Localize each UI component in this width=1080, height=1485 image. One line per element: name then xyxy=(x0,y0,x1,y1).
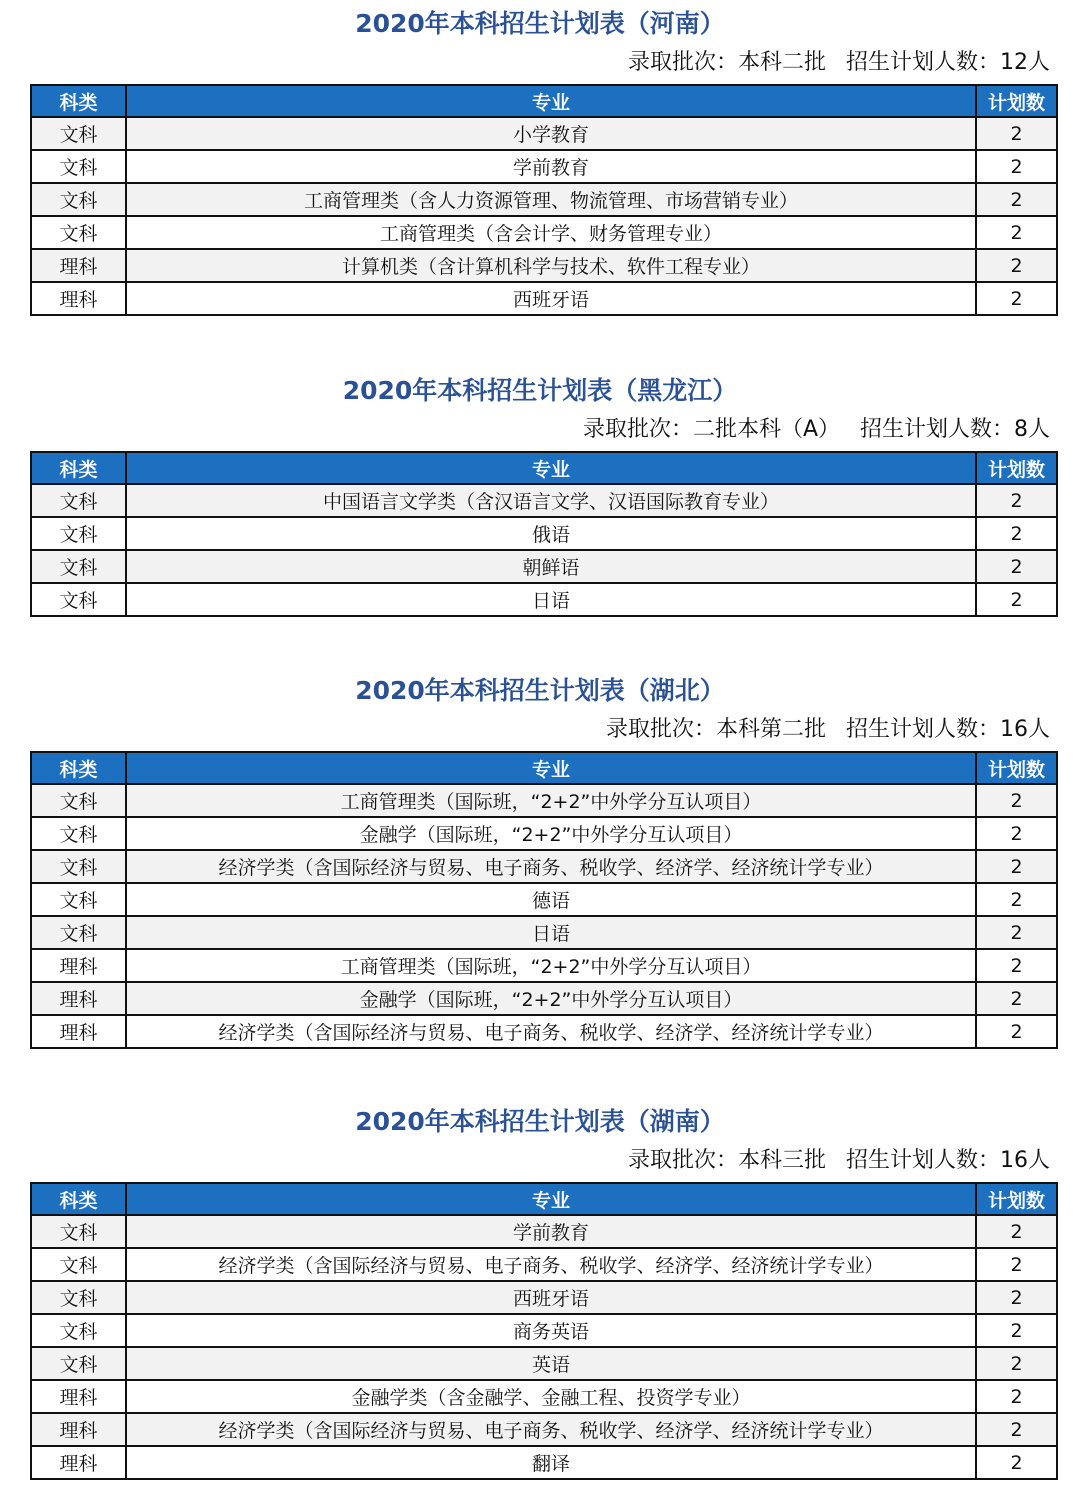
cell-count: 2 xyxy=(976,183,1057,216)
cell-count: 2 xyxy=(976,1446,1057,1479)
table-row xyxy=(31,183,1057,216)
cell-major: 学前教育 xyxy=(126,1215,976,1248)
header-count: 计划数 xyxy=(976,752,1057,784)
enrollment-total: 招生计划人数：16人 xyxy=(846,1148,1050,1173)
cell-category: 文科 xyxy=(31,916,126,949)
cell-count: 2 xyxy=(976,249,1057,282)
cell-major: 经济学类（含国际经济与贸易、电子商务、税收学、经济学、经济统计学专业） xyxy=(126,1015,976,1048)
cell-category: 文科 xyxy=(31,183,126,216)
cell-category: 文科 xyxy=(31,883,126,916)
enrollment-total: 招生计划人数：16人 xyxy=(846,717,1050,742)
header-category: 科类 xyxy=(31,452,126,484)
cell-major: 计算机类（含计算机科学与技术、软件工程专业） xyxy=(126,249,976,282)
cell-count: 2 xyxy=(976,1314,1057,1347)
cell-major: 日语 xyxy=(126,916,976,949)
cell-count: 2 xyxy=(976,1380,1057,1413)
cell-category: 理科 xyxy=(31,1380,126,1413)
cell-count: 2 xyxy=(976,1281,1057,1314)
cell-major: 工商管理类（含人力资源管理、物流管理、市场营销专业） xyxy=(126,183,976,216)
cell-major: 金融学（国际班，“2+2”中外学分互认项目） xyxy=(126,817,976,850)
cell-count: 2 xyxy=(976,216,1057,249)
table-row xyxy=(31,1347,1057,1380)
table-row xyxy=(31,517,1057,550)
cell-count: 2 xyxy=(976,916,1057,949)
cell-count: 2 xyxy=(976,1413,1057,1446)
table-row xyxy=(31,1413,1057,1446)
header-major: 专业 xyxy=(126,1183,976,1215)
header-category: 科类 xyxy=(31,85,126,117)
plan-table xyxy=(30,1182,1058,1480)
admission-batch: 录取批次：本科二批 xyxy=(627,50,826,75)
cell-count: 2 xyxy=(976,517,1057,550)
section-title: 2020年本科招生计划表（湖北） xyxy=(355,676,725,705)
cell-major: 工商管理类（国际班，“2+2”中外学分互认项目） xyxy=(126,784,976,817)
table-header-row xyxy=(31,1183,1057,1215)
cell-count: 2 xyxy=(976,150,1057,183)
cell-category: 文科 xyxy=(31,216,126,249)
plan-table xyxy=(30,84,1058,316)
table-row xyxy=(31,117,1057,150)
cell-major: 翻译 xyxy=(126,1446,976,1479)
table-row xyxy=(31,850,1057,883)
header-count: 计划数 xyxy=(976,85,1057,117)
cell-major: 经济学类（含国际经济与贸易、电子商务、税收学、经济学、经济统计学专业） xyxy=(126,1413,976,1446)
table-row xyxy=(31,282,1057,315)
table-row xyxy=(31,216,1057,249)
cell-major: 工商管理类（国际班，“2+2”中外学分互认项目） xyxy=(126,949,976,982)
cell-category: 文科 xyxy=(31,517,126,550)
cell-major: 小学教育 xyxy=(126,117,976,150)
cell-category: 理科 xyxy=(31,1446,126,1479)
table-row xyxy=(31,916,1057,949)
cell-category: 文科 xyxy=(31,1215,126,1248)
cell-count: 2 xyxy=(976,883,1057,916)
section-meta xyxy=(606,713,1050,747)
table-row xyxy=(31,1314,1057,1347)
section-meta xyxy=(628,1144,1050,1178)
cell-category: 文科 xyxy=(31,550,126,583)
cell-category: 文科 xyxy=(31,850,126,883)
cell-count: 2 xyxy=(976,1347,1057,1380)
cell-major: 工商管理类（含会计学、财务管理专业） xyxy=(126,216,976,249)
table-row xyxy=(31,484,1057,517)
cell-count: 2 xyxy=(976,817,1057,850)
table-row xyxy=(31,883,1057,916)
table-row xyxy=(31,784,1057,817)
cell-major: 俄语 xyxy=(126,517,976,550)
section-meta xyxy=(628,46,1050,80)
cell-category: 文科 xyxy=(31,1281,126,1314)
table-row xyxy=(31,249,1057,282)
section-title: 2020年本科招生计划表（黑龙江） xyxy=(342,376,738,405)
cell-count: 2 xyxy=(976,1215,1057,1248)
cell-count: 2 xyxy=(976,484,1057,517)
cell-category: 文科 xyxy=(31,1248,126,1281)
cell-count: 2 xyxy=(976,583,1057,616)
cell-count: 2 xyxy=(976,282,1057,315)
header-count: 计划数 xyxy=(976,452,1057,484)
cell-major: 西班牙语 xyxy=(126,1281,976,1314)
cell-category: 理科 xyxy=(31,249,126,282)
table-row xyxy=(31,1248,1057,1281)
table-row xyxy=(31,1380,1057,1413)
table-header-row xyxy=(31,452,1057,484)
table-row xyxy=(31,1015,1057,1048)
table-row xyxy=(31,1446,1057,1479)
table-row xyxy=(31,949,1057,982)
cell-major: 经济学类（含国际经济与贸易、电子商务、税收学、经济学、经济统计学专业） xyxy=(126,1248,976,1281)
admission-batch: 录取批次：本科三批 xyxy=(627,1148,826,1173)
cell-category: 文科 xyxy=(31,583,126,616)
table-row xyxy=(31,550,1057,583)
cell-category: 理科 xyxy=(31,982,126,1015)
table-header-row xyxy=(31,752,1057,784)
cell-major: 英语 xyxy=(126,1347,976,1380)
cell-count: 2 xyxy=(976,1248,1057,1281)
section-title: 2020年本科招生计划表（湖南） xyxy=(355,1107,725,1136)
cell-major: 经济学类（含国际经济与贸易、电子商务、税收学、经济学、经济统计学专业） xyxy=(126,850,976,883)
enrollment-total: 招生计划人数：12人 xyxy=(846,50,1050,75)
cell-category: 理科 xyxy=(31,1015,126,1048)
table-row xyxy=(31,1281,1057,1314)
plan-table xyxy=(30,451,1058,617)
cell-category: 文科 xyxy=(31,484,126,517)
table-row xyxy=(31,817,1057,850)
cell-major: 西班牙语 xyxy=(126,282,976,315)
header-category: 科类 xyxy=(31,752,126,784)
header-major: 专业 xyxy=(126,452,976,484)
cell-count: 2 xyxy=(976,949,1057,982)
cell-major: 商务英语 xyxy=(126,1314,976,1347)
admission-batch: 录取批次：本科第二批 xyxy=(605,717,826,742)
cell-category: 理科 xyxy=(31,282,126,315)
cell-major: 学前教育 xyxy=(126,150,976,183)
plan-table xyxy=(30,751,1058,1049)
header-category: 科类 xyxy=(31,1183,126,1215)
enrollment-total: 招生计划人数：8人 xyxy=(860,417,1050,442)
table-row xyxy=(31,583,1057,616)
header-major: 专业 xyxy=(126,752,976,784)
cell-major: 日语 xyxy=(126,583,976,616)
cell-count: 2 xyxy=(976,1015,1057,1048)
cell-count: 2 xyxy=(976,550,1057,583)
cell-category: 理科 xyxy=(31,1413,126,1446)
cell-category: 文科 xyxy=(31,784,126,817)
section-meta xyxy=(583,413,1050,447)
cell-category: 理科 xyxy=(31,949,126,982)
table-header-row xyxy=(31,85,1057,117)
cell-category: 文科 xyxy=(31,817,126,850)
cell-major: 金融学（国际班，“2+2”中外学分互认项目） xyxy=(126,982,976,1015)
cell-count: 2 xyxy=(976,982,1057,1015)
cell-major: 中国语言文学类（含汉语言文学、汉语国际教育专业） xyxy=(126,484,976,517)
section-title: 2020年本科招生计划表（河南） xyxy=(355,9,725,38)
cell-major: 金融学类（含金融学、金融工程、投资学专业） xyxy=(126,1380,976,1413)
table-row xyxy=(31,150,1057,183)
header-count: 计划数 xyxy=(976,1183,1057,1215)
table-row xyxy=(31,1215,1057,1248)
cell-category: 文科 xyxy=(31,150,126,183)
cell-category: 文科 xyxy=(31,1347,126,1380)
cell-count: 2 xyxy=(976,850,1057,883)
cell-count: 2 xyxy=(976,117,1057,150)
header-major: 专业 xyxy=(126,85,976,117)
cell-category: 文科 xyxy=(31,1314,126,1347)
cell-major: 朝鲜语 xyxy=(126,550,976,583)
cell-count: 2 xyxy=(976,784,1057,817)
cell-major: 德语 xyxy=(126,883,976,916)
admission-batch: 录取批次：二批本科（A） xyxy=(582,417,840,442)
table-row xyxy=(31,982,1057,1015)
cell-category: 文科 xyxy=(31,117,126,150)
